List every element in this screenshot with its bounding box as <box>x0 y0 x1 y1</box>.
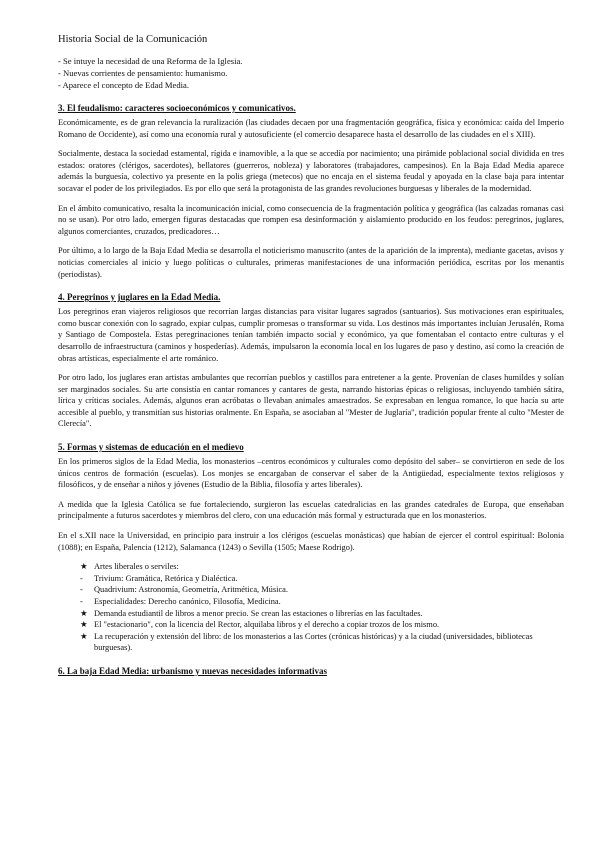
list-marker: - <box>80 597 83 606</box>
list-item-text: Especialidades: Derecho canónico, Filosofía, Medicina. <box>94 597 281 606</box>
list-item-text: El "estacionario", con la licencia del Rector, alquilaba libros y el derecho a copiar trozos de los mismo. <box>94 620 440 630</box>
intro-list <box>58 55 564 91</box>
intro-item: - Aparece el concepto de Edad Media. <box>58 80 189 90</box>
section-5-paragraph: En el s.XII nace la Universidad, en principio para instruir a los clérigos (escuelas monásticas) que habían de ejercer el control espiritual: Bolonia (1088); en España, Palencia (1212), Salamanca (1243) o Sevilla (1505; Maese Rodrigo). <box>58 531 564 552</box>
intro-item: - Se intuye la necesidad de una Reforma de la Iglesia. <box>58 56 243 66</box>
section-5-paragraph: A medida que la Iglesia Católica se fue fortaleciendo, surgieron las escuelas catedralicias en las grandes catedrales de Europa, que enseñaban principalmente a futuros sacerdotes y miembros del clero, con una educación más formal y estructurada que en los monasterios. <box>58 499 564 521</box>
section-5-heading: 5. Formas y sistemas de educación en el medievo <box>58 442 244 453</box>
section-3-heading: 3. El feudalismo: caracteres socioeconómicos y comunicativos. <box>58 103 296 113</box>
list-marker: ★ <box>80 620 88 630</box>
list-item <box>80 573 564 585</box>
list-item-text: Artes liberales o serviles: <box>94 562 179 572</box>
list-item-text: Quadrivium: Astronomía, Geometría, Aritmética, Música. <box>94 585 288 595</box>
list-marker: ★ <box>80 562 88 572</box>
section-3-paragraph: Socialmente, destaca la sociedad estamental, rígida e inamovible, a la que se accedía por nacimiento; una pirámide poblacional social dividida en tres estados: oratores (clérigos, sacerdotes), bellatores (guerreros, nobleza) y laboratores (trabajadores, campesinos). En la Baja Edad Media aparece además la burguesía, colectivo ya presente en la polis griega (metecos) que no encaja en el sistema feudal y apoyada en la clase baja para intentar socavar el poder de los privilegiados. Es por ello que será la protagonista de las grandes revoluciones burguesas y liberales de la modernidad. <box>58 149 564 193</box>
list-item-text: Trivium: Gramática, Retórica y Dialéctica. <box>94 573 238 583</box>
section-6-heading: 6. La baja Edad Media: urbanismo y nuevas necesidades informativas <box>58 665 328 676</box>
section-4-heading: 4. Peregrinos y juglares en la Edad Media. <box>58 292 221 303</box>
section-4-paragraph: Los peregrinos eran viajeros religiosos que recorrían largas distancias para visitar lugares sagrados (santuarios). Sus motivaciones eran espirituales, como buscar conexión con lo sagrado, expiar culpas, cumplir promesas o transformar su vida. Los destinos más importantes incluían Jerusalén, Roma y Santiago de Compostela. Estas peregrinaciones tenían también impacto social y económico, ya que fomentaban el contacto entre culturas y el desarrollo de infraestructura (caminos y hospederías). Además, impulsaron la economía local en los lugares de paso y destino, así como la creación de obras artísticas, especialmente el arte románico. <box>58 307 564 363</box>
section-3-paragraph: En el ámbito comunicativo, resalta la incomunicación inicial, como consecuencia de la fragmentación política y geográfica (las calzadas romanas casi no se usan). Por otro lado, emergen figuras destacadas que rompen esa desinformación y aislamiento producido en los feudos: peregrinos, juglares, algunos comerciantes, cruzados, predicadores… <box>58 203 564 236</box>
list-item <box>80 631 564 654</box>
list-marker: - <box>80 585 83 595</box>
document-title: Historia Social de la Comunicación <box>58 34 208 45</box>
list-marker: - <box>80 573 83 583</box>
list-item-text: La recuperación y extensión del libro: de los monasterios a las Cortes (crónicas históricas) y a la ciudad (universidades, bibliotecas burguesas). <box>94 631 533 653</box>
section-5-paragraph: En los primeros siglos de la Edad Media, los monasterios –centros económicos y culturales como depósito del saber– se convirtieron en sede de los únicos centros de formación (escuelas). Los monjes se encargaban de conservar el saber de la Antigüedad, especialmente textos religiosos y filosóficos, y de enseñar a niños y jóvenes (Estudio de la Biblia, filosofía y artes liberales). <box>58 457 564 490</box>
list-item <box>80 596 564 608</box>
list-marker: ★ <box>80 608 88 618</box>
list-item <box>80 608 564 620</box>
list-item-text: Demanda estudiantil de libros a menor precio. Se crean las estaciones o librerías en las facultades. <box>94 608 423 618</box>
list-item <box>80 619 564 631</box>
intro-item: - Nuevas corrientes de pensamiento: humanismo. <box>58 68 228 78</box>
list-item <box>80 584 564 596</box>
list-marker: ★ <box>80 631 88 641</box>
section-3-paragraph: Económicamente, es de gran relevancia la ruralización (las ciudades decaen por una fragmentación geográfica, física y económica: caída del Imperio Romano de Occidente), así como una economía rural y autosuficiente (el comercio desaparece hasta el desarrollo de las ciudades en el s XIII). <box>58 118 564 139</box>
list-item <box>80 561 564 573</box>
section-4-paragraph: Por otro lado, los juglares eran artistas ambulantes que recorrían pueblos y castillos para entretener a la gente. Provenían de clases humildes y solían ser marginados sociales. Su arte consistía en cantar romances y cantares de gesta, narrando historias épicas o religiosas, incluyendo también sátira, lírica y críticas sociales. Además, algunos eran acróbatas o llevaban animales amaestrados. Se expresaban en lengua romance, lo que hacía su arte accesible al pueblo, y transmitían sus historias oralmente. En España, se asociaban al "Mester de Juglaría", tradición popular frente al culto "Mester de Clerecía". <box>58 373 564 429</box>
education-list <box>58 561 564 654</box>
section-3-paragraph: Por último, a lo largo de la Baja Edad Media se desarrolla el noticierismo manuscrito (antes de la aparición de la imprenta), mediante gacetas, avisos y noticias comerciales al inicio y luego políticas o culturales, primeras manifestaciones de una información periódica, escritas por los menantis (periodistas). <box>58 246 564 279</box>
